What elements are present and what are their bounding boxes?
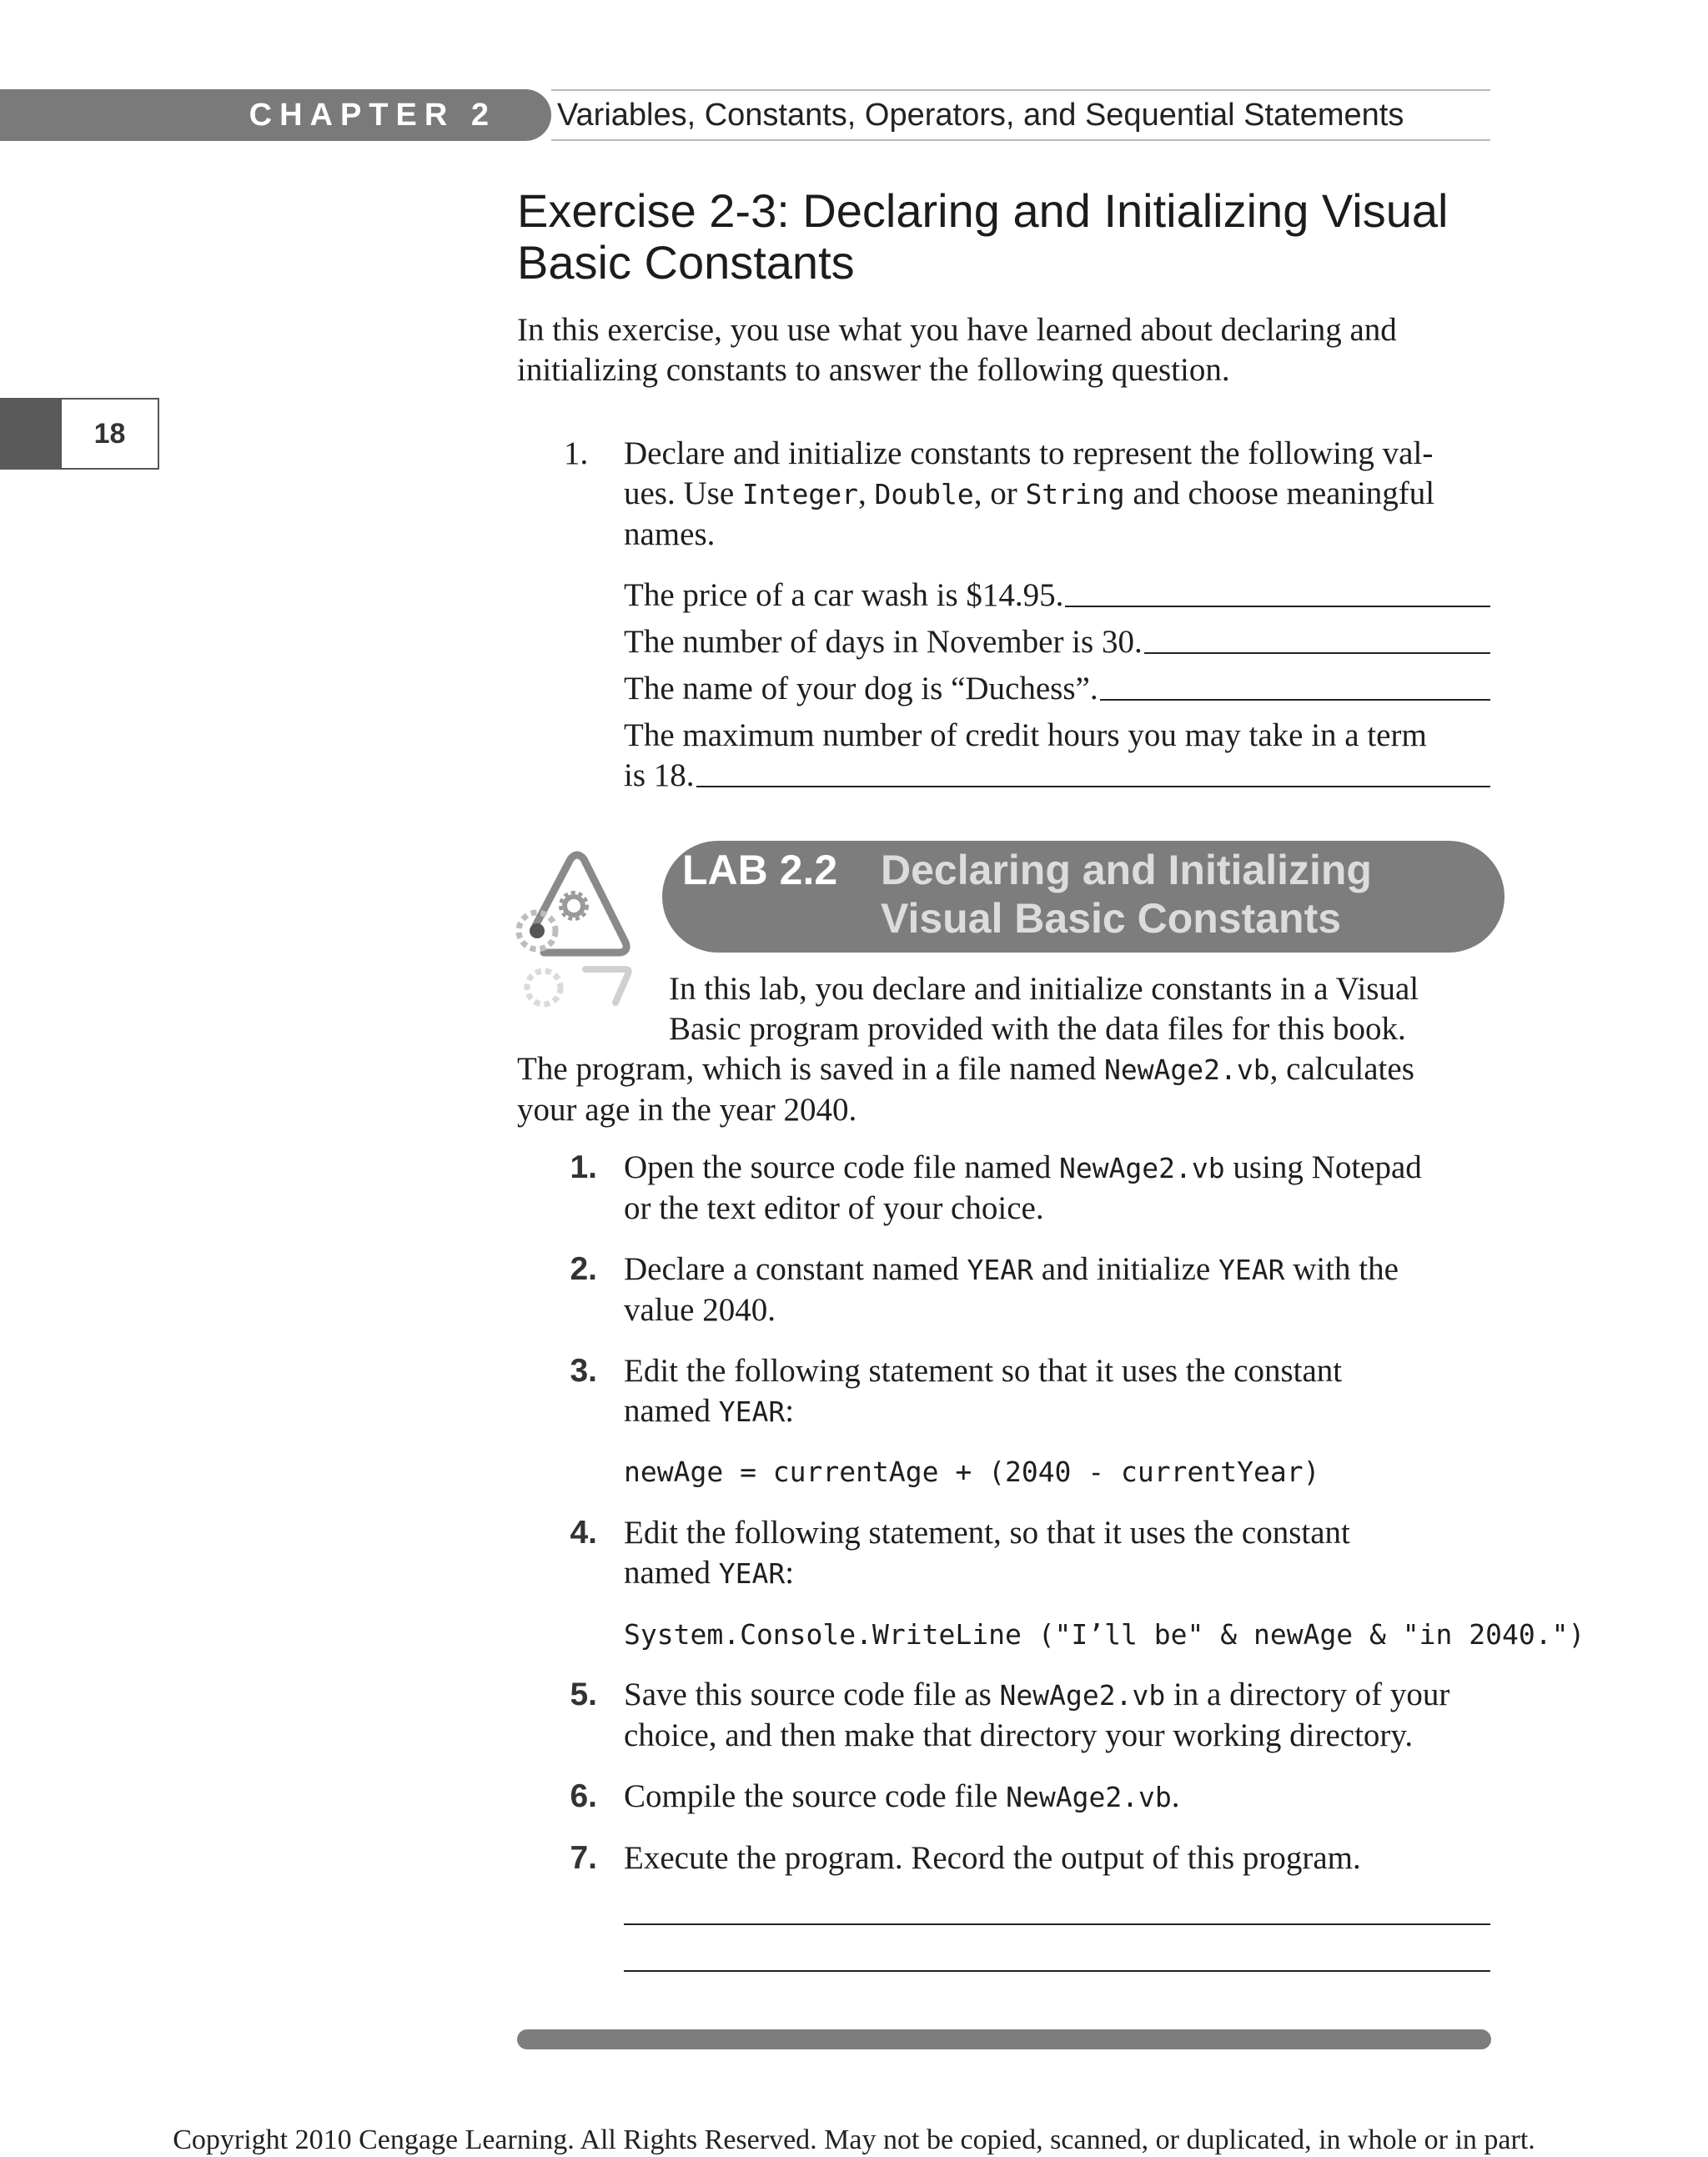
chapter-label: CHAPTER 2 [249, 98, 496, 133]
question-text-part: and choose meaningful [1124, 475, 1435, 511]
code-double: Double [874, 478, 974, 510]
chapter-header-cap [505, 89, 551, 141]
lab-title-line1: Declaring and Initializing [881, 847, 1372, 893]
step-text [624, 1148, 1500, 1229]
code-filename: NewAge2.vb [1006, 1781, 1172, 1813]
step-line: value 2040. [624, 1292, 776, 1328]
code-filename: NewAge2.vb [1103, 1053, 1270, 1086]
exercise-title-line1: Exercise 2-3: Declaring and Initializing Visual [517, 184, 1449, 237]
lab-intro-text: The program, which is saved in a file named [517, 1051, 1104, 1087]
exercise-intro-line1: In this exercise, you use what you have learned about declaring and [517, 312, 1397, 348]
blank-prompt: is 18. [624, 757, 695, 793]
chapter-title: Variables, Constants, Operators, and Sequential Statements [557, 98, 1404, 133]
question-text-part: , or [973, 475, 1026, 511]
step-line: Execute the program. Record the output of this program. [624, 1840, 1361, 1876]
exercise-intro-line2: initializing constants to answer the following question. [517, 352, 1230, 388]
step-text-part: Compile the source code file [624, 1778, 1007, 1814]
lab-title [881, 846, 1481, 943]
blank-prompt: The name of your dog is “Duchess”. [624, 671, 1098, 706]
step-text-part: using Notepad [1224, 1149, 1422, 1185]
step-number: 3. [570, 1353, 597, 1389]
step-number: 5. [570, 1677, 597, 1712]
header-rule-bottom [551, 139, 1490, 141]
step-line [624, 1249, 1500, 1290]
step-text [624, 1351, 1500, 1432]
code-year: YEAR [718, 1557, 786, 1590]
lab-intro-line2: Basic program provided with the data files for this book. [669, 1011, 1406, 1047]
output-answer-line[interactable] [624, 1970, 1490, 1972]
lab-intro-line4: your age in the year 2040. [517, 1092, 857, 1128]
step-line: choice, and then make that directory your working directory. [624, 1717, 1414, 1753]
question-line3: names. [624, 516, 716, 552]
question-number: 1. [564, 435, 589, 471]
header-rule-top [551, 89, 1490, 91]
step-text [624, 1777, 1500, 1818]
step-text-part: : [785, 1393, 795, 1429]
step-text-part: with the [1284, 1251, 1399, 1287]
blank4-line1: The maximum number of credit hours you may take in a term [624, 717, 1427, 753]
copyright-notice: Copyright 2010 Cengage Learning. All Rights Reserved. May not be copied, scanned, or duplicated, in whole or in part. [173, 2124, 1535, 2155]
exercise-title-line2: Basic Constants [517, 236, 855, 289]
step-line [624, 1148, 1500, 1189]
step-line: Edit the following statement, so that it uses the constant [624, 1515, 1350, 1551]
output-answer-line[interactable] [624, 1923, 1490, 1925]
step-text-part: named [624, 1555, 719, 1591]
lab-intro-line3 [517, 1049, 1501, 1090]
blank-line[interactable] [696, 786, 1490, 787]
blank-line[interactable] [1100, 699, 1490, 701]
step-number: 1. [570, 1149, 597, 1185]
blank-line[interactable] [1065, 606, 1490, 607]
step-text [624, 1513, 1500, 1594]
answer-blank-november-days[interactable] [624, 622, 1490, 662]
lab-number: LAB 2.2 [682, 847, 838, 893]
code-year: YEAR [1218, 1254, 1285, 1286]
blank-prompt: The price of a car wash is $14.95. [624, 577, 1064, 613]
code-year: YEAR [967, 1254, 1033, 1286]
page-number-tab [0, 398, 60, 470]
question-text-part: , [857, 475, 875, 511]
answer-blank-dog-name[interactable] [624, 669, 1490, 709]
step-number: 6. [570, 1778, 597, 1814]
question-text [624, 434, 1500, 555]
question-line1: Declare and initialize constants to represent the following val- [624, 435, 1434, 471]
exercise-intro [517, 310, 1493, 390]
step-number: 4. [570, 1515, 597, 1551]
code-filename: NewAge2.vb [1058, 1152, 1225, 1184]
step-text-part: in a directory of your [1165, 1677, 1450, 1712]
step-number: 7. [570, 1840, 597, 1876]
step-text-part: : [785, 1555, 795, 1591]
lab-title-line2: Visual Basic Constants [881, 895, 1342, 942]
step-line: or the text editor of your choice. [624, 1190, 1044, 1226]
code-statement: newAge = currentAge + (2040 - currentYear) [624, 1456, 1320, 1488]
exercise-title [517, 185, 1493, 289]
code-filename: NewAge2.vb [999, 1679, 1166, 1712]
lab-gear-icon [510, 844, 635, 1019]
question-line2 [624, 474, 1500, 515]
code-integer: Integer [741, 478, 858, 510]
step-line [624, 1777, 1500, 1818]
step-text-part: Open the source code file named [624, 1149, 1059, 1185]
lab-intro [669, 969, 1503, 1049]
code-year: YEAR [718, 1395, 786, 1428]
step-text-part: Declare a constant named [624, 1251, 967, 1287]
step-text [624, 1838, 1500, 1878]
code-statement: System.Console.WriteLine ("I’ll be" & newAge & "in 2040.") [624, 1618, 1585, 1651]
answer-blank-car-wash[interactable] [624, 576, 1490, 616]
step-text-part: Save this source code file as [624, 1677, 1000, 1712]
code-string: String [1025, 478, 1125, 510]
step-line [624, 1553, 1500, 1594]
step-text-part: named [624, 1393, 719, 1429]
step-text [624, 1249, 1500, 1330]
lab-intro-line1: In this lab, you declare and initialize constants in a Visual [669, 971, 1419, 1007]
step-line [624, 1675, 1500, 1716]
question-text-part: ues. Use [624, 475, 742, 511]
step-text-part: . [1171, 1778, 1180, 1814]
lab-intro-text: , calculates [1269, 1051, 1414, 1087]
answer-blank-credit-hours[interactable] [624, 756, 1490, 796]
step-line: Edit the following statement so that it uses the constant [624, 1353, 1343, 1389]
blank-prompt: The number of days in November is 30. [624, 624, 1143, 660]
lab-intro-continued [517, 1049, 1501, 1130]
section-end-bar [517, 2029, 1491, 2049]
step-text-part: and initialize [1032, 1251, 1218, 1287]
step-number: 2. [570, 1251, 597, 1287]
step-text [624, 1675, 1500, 1756]
blank-line[interactable] [1144, 652, 1490, 654]
page-number: 18 [60, 398, 159, 470]
step-line [624, 1391, 1500, 1432]
